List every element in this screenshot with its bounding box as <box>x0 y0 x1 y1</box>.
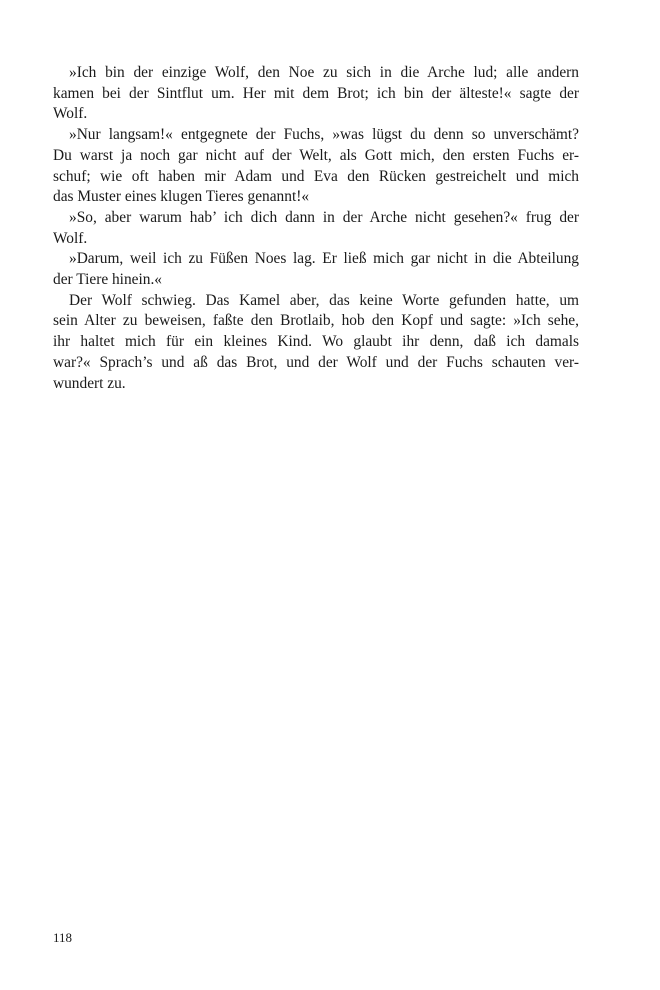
text-line: der Tiere hinein.« <box>53 271 163 289</box>
paragraph-1 <box>53 63 579 125</box>
text-line: ihr haltet mich für ein kleines Kind. Wo glaubt ihr denn, daß ich damals <box>53 333 579 351</box>
text-line: war?« Sprach’s und aß das Brot, und der Wolf und der Fuchs schauten ver- <box>53 353 579 371</box>
body-text <box>53 63 579 394</box>
paragraph-4 <box>53 249 579 290</box>
paragraph-2 <box>53 125 579 208</box>
text-line: schuf; wie oft haben mir Adam und Eva den Rücken gestreichelt und mich <box>53 167 579 185</box>
text-line: »Nur langsam!« entgegnete der Fuchs, »was lügst du denn so unverschämt? <box>69 126 579 144</box>
paragraph-5 <box>53 291 579 395</box>
paragraph-3 <box>53 208 579 249</box>
page-number: 118 <box>53 930 73 945</box>
text-line: sein Alter zu beweisen, faßte den Brotlaib, hob den Kopf und sagte: »Ich sehe, <box>53 312 579 330</box>
text-line: »Darum, weil ich zu Füßen Noes lag. Er ließ mich gar nicht in die Abteilung <box>69 250 579 268</box>
text-line: »Ich bin der einzige Wolf, den Noe zu sich in die Arche lud; alle andern <box>69 64 579 81</box>
text-line: Wolf. <box>53 229 88 247</box>
text-line: wundert zu. <box>53 374 126 392</box>
text-line: das Muster eines klugen Tieres genannt!« <box>53 188 310 206</box>
text-line: kamen bei der Sintflut um. Her mit dem Brot; ich bin der älteste!« sagte der <box>53 84 579 102</box>
text-line: Wolf. <box>53 105 88 123</box>
text-line: Du warst ja noch gar nicht auf der Welt, als Gott mich, den ersten Fuchs er- <box>53 146 579 164</box>
text-line: Der Wolf schwieg. Das Kamel aber, das keine Worte gefunden hatte, um <box>69 291 579 309</box>
text-line: »So, aber warum hab’ ich dich dann in der Arche nicht gesehen?« frug der <box>69 208 579 226</box>
